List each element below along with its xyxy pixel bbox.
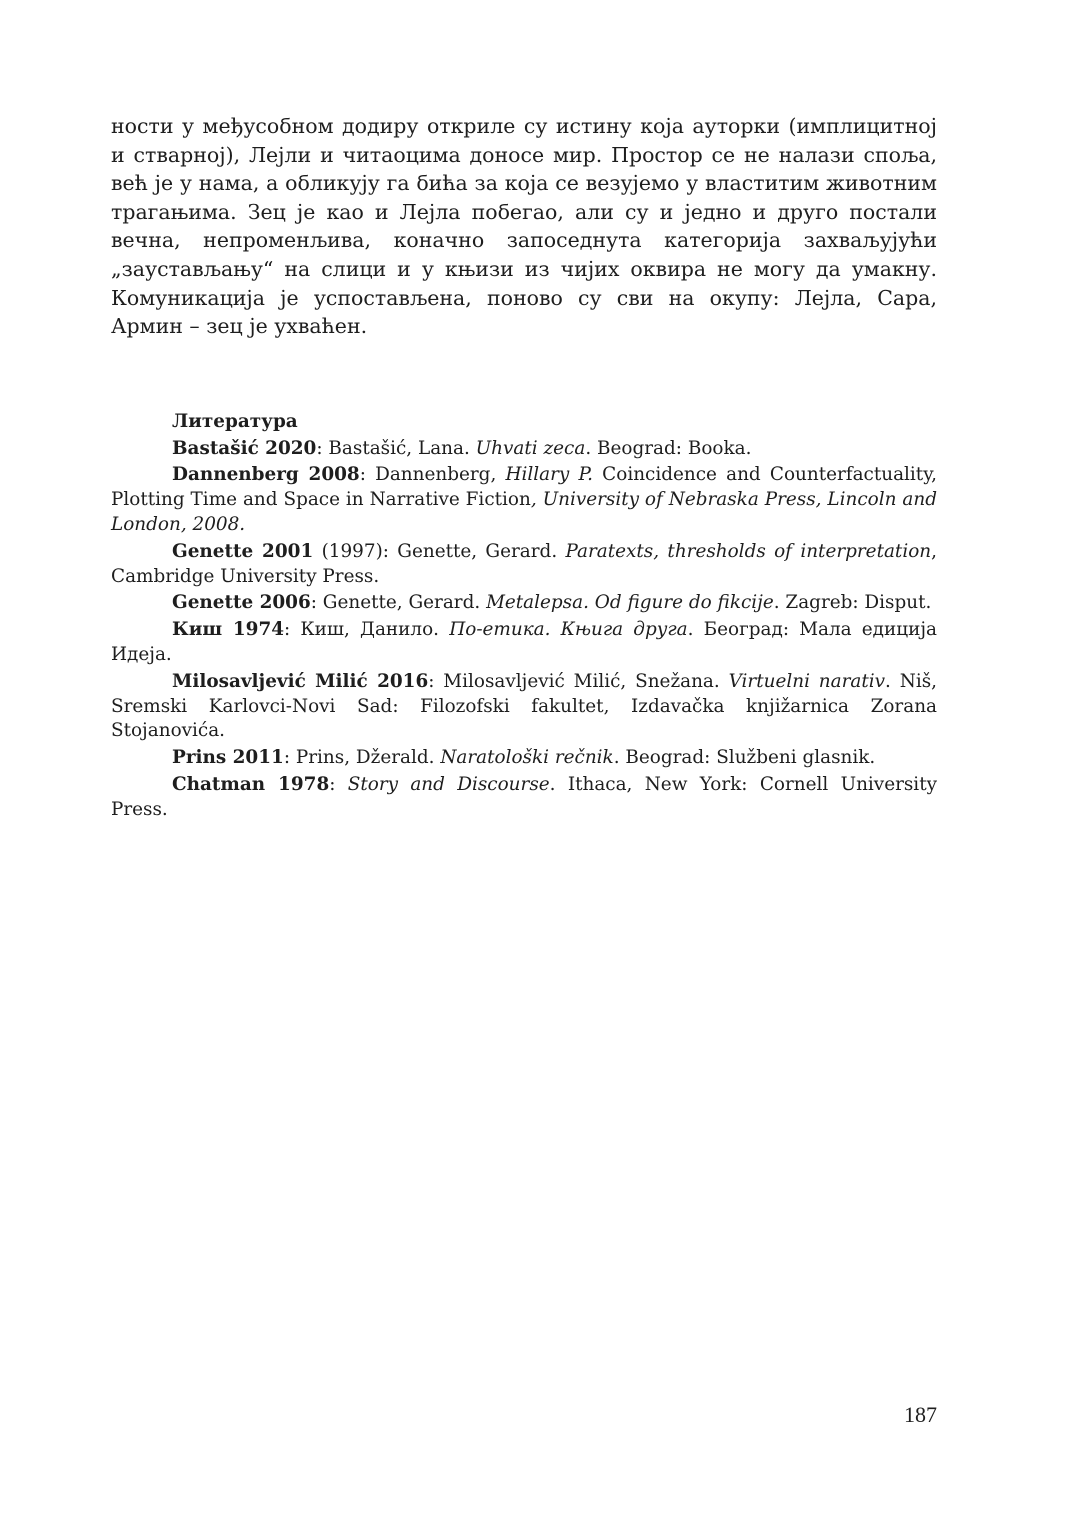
reference-key: Prins 2011: [172, 747, 284, 769]
reference-text: : Bastašić, Lana.: [316, 437, 476, 459]
reference-text: . Beograd: Službeni glasnik.: [613, 747, 876, 769]
reference-entry: [111, 591, 937, 616]
reference-key: Genette 2006: [172, 592, 311, 614]
reference-title: Paratexts, thresholds of interpretation: [565, 540, 932, 562]
reference-text: Coincidence and Counterfactuality, Plotting Time and Space in Narrative Fiction: [111, 464, 937, 511]
reference-text: : Киш, Данило.: [284, 619, 450, 641]
reference-key: Genette 2001: [172, 540, 314, 562]
reference-text: : Genette, Gerard.: [310, 592, 487, 614]
reference-entry: [111, 540, 937, 590]
reference-title: Metalepsa. Od figure do fikcije: [486, 592, 774, 614]
reference-key: Chatman 1978: [172, 773, 330, 795]
references-section: [111, 410, 937, 823]
reference-key: Киш 1974: [172, 619, 285, 641]
reference-title: По-етика. Књига друга: [449, 619, 688, 641]
page-content: [111, 112, 937, 825]
reference-text: , Cambridge University Press.: [111, 540, 937, 587]
reference-entry: [111, 437, 937, 462]
reference-key: Dannenberg 2008: [172, 464, 360, 486]
reference-title: Story and Discourse: [347, 773, 550, 795]
reference-entry: [111, 773, 937, 823]
reference-key: Bastašić 2020: [172, 437, 317, 459]
reference-text: : Prins, Džerald.: [283, 747, 441, 769]
reference-text: : Dannenberg,: [359, 464, 506, 486]
reference-text: . Ithaca, New York: Cornell University Press.: [111, 773, 937, 820]
reference-text: . Београд: Мала едиција Идеја.: [111, 619, 938, 665]
reference-title: Uhvati zeca: [475, 437, 586, 459]
reference-entry: [111, 746, 937, 771]
reference-title: Virtuelni narativ: [728, 670, 886, 692]
reference-title: , University of Nebraska Press, Lincoln and London, 2008.: [111, 489, 937, 535]
reference-key: Milosavljević Milić 2016: [172, 670, 429, 692]
reference-text: : Milosavljević Milić, Snežana.: [428, 670, 729, 692]
reference-text: . Zagreb: Disput.: [773, 592, 932, 614]
reference-entry: [111, 463, 937, 537]
reference-title: Naratološki rečnik: [440, 747, 614, 769]
reference-title: Hillary P.: [505, 464, 593, 486]
reference-entry: [111, 670, 937, 744]
reference-entry: [111, 618, 937, 668]
body-paragraph: ности у међусобном додиру откриле су истину која ауторки (имплицитној и стварној), Лејли и читаоцима доносе мир. Простор се не налази споља, већ је у нама, а обликују га бића за која се везујемо у властитим животним трагањима. Зец је као и Лејла побегао, али су и једно и друго постали вечна, непроменљива, коначно запоседнута категорија захваљујући „заустављању“ на слици и у књизи из чијих оквира не могу да умакну. Комуникација је успостављена, поново су сви на окупу: Лејла, Сара, Армин – зец је ухваћен.: [111, 114, 937, 339]
references-heading: Литература: [172, 410, 298, 432]
page-number: 187: [904, 1402, 937, 1427]
references-list: [111, 437, 937, 823]
reference-text: (1997): Genette, Gerard.: [313, 540, 566, 562]
reference-text: . Beograd: Booka.: [585, 437, 752, 459]
reference-text: :: [329, 773, 348, 795]
reference-text: . Niš, Sremski Karlovci-Novi Sad: Filozofski fakultet, Izdavačka knjižarnica Zorana Stojanovića.: [111, 670, 937, 742]
